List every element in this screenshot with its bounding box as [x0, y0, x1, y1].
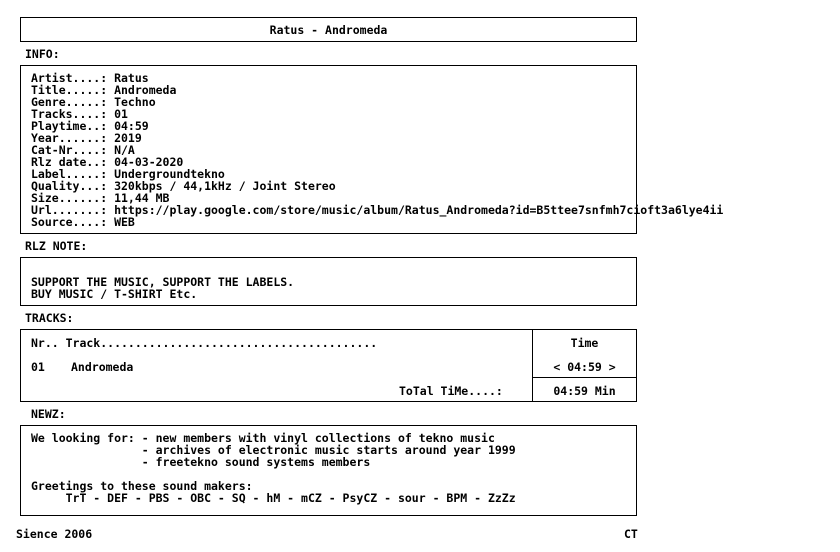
newz-line: We looking for: - new members with vinyl collections of tekno music [31, 431, 495, 445]
total-time-label: ToTal TiMe....: [399, 384, 503, 398]
info-line: Rlz date..: 04-03-2020 [31, 155, 184, 169]
rlz-note-lines [31, 276, 294, 300]
tracks-heading: TRACKS: [25, 311, 74, 325]
info-line: Cat-Nr....: N/A [31, 143, 135, 157]
info-lines [31, 72, 723, 228]
tracks-header-track: Nr.. Track........................................ [31, 336, 378, 350]
info-line: Url.......: https://play.google.com/store/music/album/Ratus_Andromeda?id=B5ttee7snfmh7cioft3a6lye4ii [31, 203, 724, 217]
newz-line: - freetekno sound systems members [31, 455, 371, 469]
info-heading: INFO: [25, 47, 60, 61]
track-name: Andromeda [71, 360, 134, 374]
info-line: Genre.....: Techno [31, 95, 156, 109]
rlz-note-heading: RLZ NOTE: [25, 239, 88, 253]
newz-heading: NEWZ: [31, 407, 66, 421]
newz-line: Greetings to these sound makers: [31, 479, 253, 493]
info-line: Year......: 2019 [31, 131, 142, 145]
title-box [20, 17, 637, 42]
track-time: < 04:59 > [553, 360, 616, 374]
info-line: Source....: WEB [31, 215, 135, 229]
footer-right: CT [624, 527, 638, 541]
tracks-header-time: Time [570, 336, 599, 350]
info-line: Playtime..: 04:59 [31, 119, 149, 133]
newz-box [20, 425, 637, 516]
track-number: 01 [31, 360, 45, 374]
newz-line: - archives of electronic music starts around year 1999 [31, 443, 516, 457]
rlz-note-box [20, 257, 637, 306]
tracks-box [20, 329, 637, 402]
info-line: Size......: 11,44 MB [31, 191, 170, 205]
info-box [20, 65, 724, 234]
newz-line: TrT - DEF - PBS - OBC - SQ - hM - mCZ - PsyCZ - sour - BPM - ZzZz [31, 491, 516, 505]
info-line: Artist....: Ratus [31, 71, 149, 85]
rlz-note-line: BUY MUSIC / T-SHIRT Etc. [31, 287, 198, 301]
time-total-divider [532, 377, 636, 378]
rlz-note-line: SUPPORT THE MUSIC, SUPPORT THE LABELS. [31, 275, 295, 289]
page-title: Ratus - Andromeda [269, 23, 388, 37]
newz-lines [31, 432, 516, 504]
footer-left: Sience 2006 [16, 527, 93, 541]
info-line: Label.....: Undergroundtekno [31, 167, 225, 181]
info-line: Tracks....: 01 [31, 107, 128, 121]
total-time-value: 04:59 Min [553, 384, 616, 398]
info-line: Title.....: Andromeda [31, 83, 177, 97]
info-line: Quality...: 320kbps / 44,1kHz / Joint Stereo [31, 179, 336, 193]
